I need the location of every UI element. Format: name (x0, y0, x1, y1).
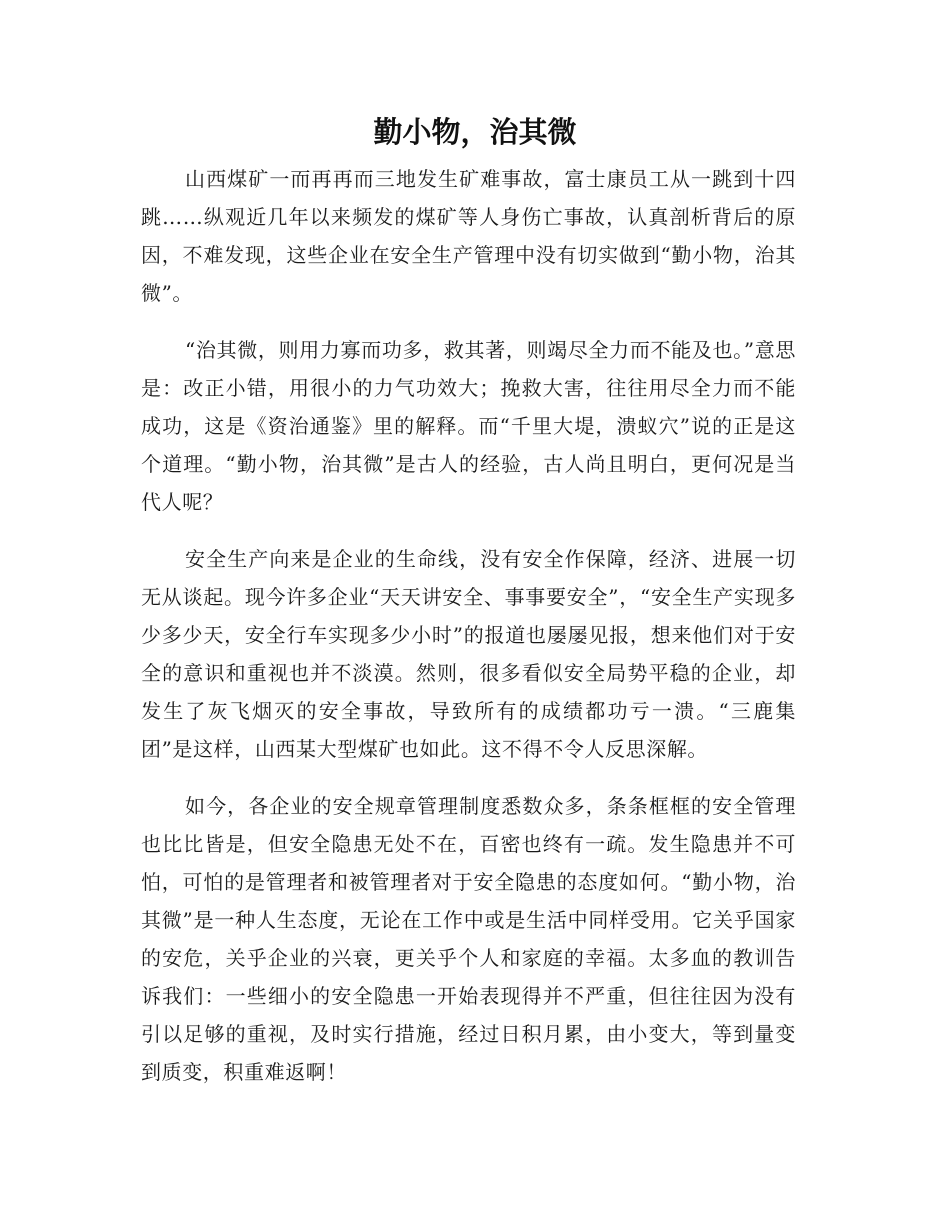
document-body (141, 160, 796, 1110)
paragraph-2: “治其微，则用力寡而功多，救其著，则竭尽全力而不能及也。”意思是：改正小错，用很小的力气功效大；挽救大害，往往用尽全力而不能成功，这是《资治通鉴》里的解释。而“千里大堤，溃蚁穴”说的正是这个道理。“勤小物，治其微”是古人的经验，古人尚且明白，更何况是当代人呢？ (141, 338, 796, 514)
paragraph-4: 如今，各企业的安全规章管理制度悉数众多，条条框框的安全管理也比比皆是，但安全隐患无处不在，百密也终有一疏。发生隐患并不可怕，可怕的是管理者和被管理者对于安全隐患的态度如何。“勤小物，治其微”是一种人生态度，无论在工作中或是生活中同样受用。它关乎国家的安危，关乎企业的兴衰，更关乎个人和家庭的幸福。太多血的教训告诉我们：一些细小的安全隐患一开始表现得并不严重，但往往因为没有引以足够的重视，及时实行措施，经过日积月累，由小变大，等到量变到质变，积重难返啊！ (141, 794, 796, 1084)
document-title: 勤小物，治其微 (373, 115, 577, 149)
paragraph-1: 山西煤矿一而再再而三地发生矿难事故，富士康员工从一跳到十四跳……纵观近几年以来频发的煤矿等人身伤亡事故，认真剖析背后的原因，不难发现，这些企业在安全生产管理中没有切实做到“勤小物，治其微”。 (141, 167, 796, 305)
paragraph-3: 安全生产向来是企业的生命线，没有安全作保障，经济、进展一切无从谈起。现今许多企业“天天讲安全、事事要安全”，“安全生产实现多少多少天，安全行车实现多少小时”的报道也屡屡见报，想来他们对于安全的意识和重视也并不淡漠。然则，很多看似安全局势平稳的企业，却发生了灰飞烟灭的安全事故，导致所有的成绩都功亏一溃。“三鹿集团”是这样，山西某大型煤矿也如此。这不得不令人反思深解。 (141, 547, 796, 761)
